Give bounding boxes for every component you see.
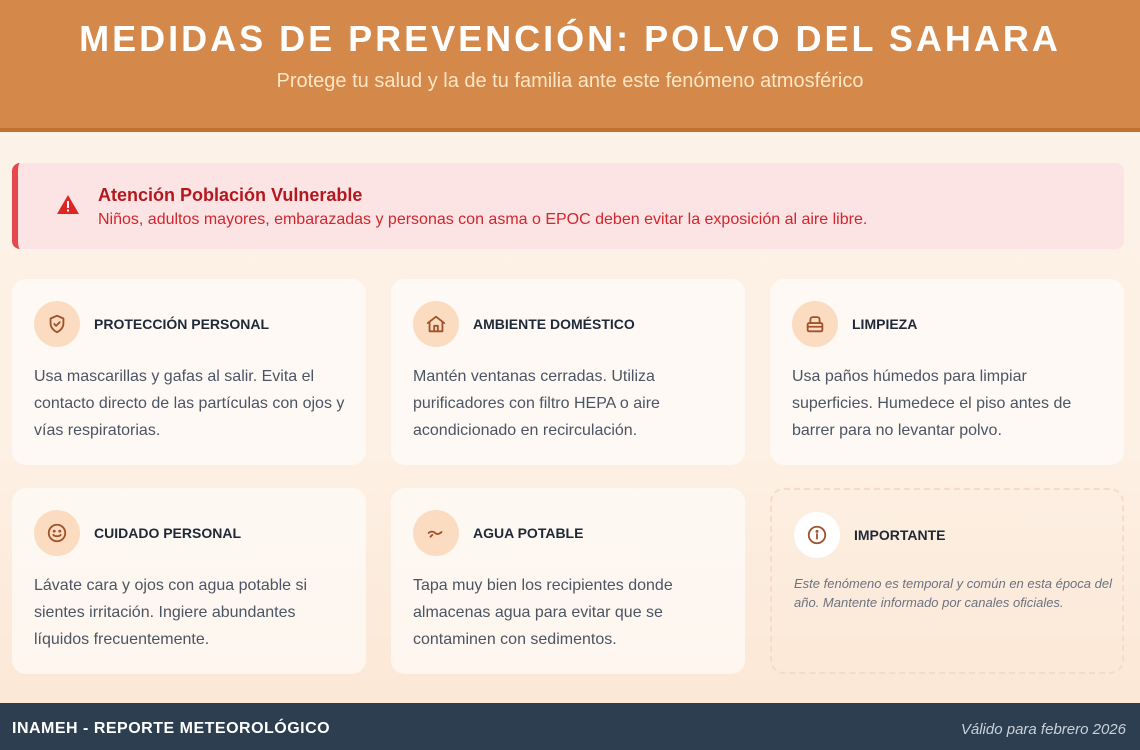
- alert-title: Atención Población Vulnerable: [98, 185, 363, 205]
- card-title: CUIDADO PERSONAL: [94, 525, 242, 541]
- alert-text: Niños, adultos mayores, embarazadas y personas con asma o EPOC deben evitar la exposición al aire libre.: [98, 211, 868, 228]
- page-subtitle: Protege tu salud y la de tu familia ante este fenómeno atmosférico: [276, 70, 864, 92]
- vulnerable-population-alert: [12, 163, 1124, 249]
- warning-triangle-icon: [56, 193, 80, 217]
- info-icon: [794, 512, 840, 558]
- card-cleaning: [770, 279, 1124, 465]
- shield-check-icon: [34, 301, 80, 347]
- card-text: Usa mascarillas y gafas al salir. Evita el contacto directo de las partículas con ojos y vías respiratorias.: [34, 368, 345, 439]
- card-text: Usa paños húmedos para limpiar superficies. Humedece el piso antes de barrer para no levantar polvo.: [792, 368, 1072, 439]
- footer-validity: Válido para febrero 2026: [960, 721, 1126, 738]
- card-important-note: [770, 488, 1124, 674]
- card-text: Lávate cara y ojos con agua potable si sientes irritación. Ingiere abundantes líquidos frecuentemente.: [34, 577, 308, 648]
- card-text: Mantén ventanas cerradas. Utiliza purificadores con filtro HEPA o aire acondicionado en recirculación.: [413, 368, 660, 439]
- footer-source: INAMEH - REPORTE METEOROLÓGICO: [12, 720, 331, 737]
- faucet-icon: [413, 510, 459, 556]
- smile-icon: [34, 510, 80, 556]
- card-title: AMBIENTE DOMÉSTICO: [473, 316, 635, 332]
- card-text: Tapa muy bien los recipientes donde almacenas agua para evitar que se contaminen con sedimentos.: [413, 577, 673, 648]
- page-footer: [0, 703, 1140, 750]
- card-note: Este fenómeno es temporal y común en esta época del año. Mantente informado por canales oficiales.: [794, 576, 1112, 610]
- page-header: [0, 0, 1140, 132]
- cleaning-icon: [792, 301, 838, 347]
- card-title: PROTECCIÓN PERSONAL: [94, 316, 270, 332]
- home-icon: [413, 301, 459, 347]
- card-drinking-water: [391, 488, 745, 674]
- card-title: IMPORTANTE: [854, 527, 946, 543]
- card-title: AGUA POTABLE: [473, 525, 584, 541]
- card-personal-care: [12, 488, 366, 674]
- card-title: LIMPIEZA: [852, 316, 918, 332]
- page-title: MEDIDAS DE PREVENCIÓN: POLVO DEL SAHARA: [79, 18, 1061, 59]
- card-home-environment: [391, 279, 745, 465]
- card-personal-protection: [12, 279, 366, 465]
